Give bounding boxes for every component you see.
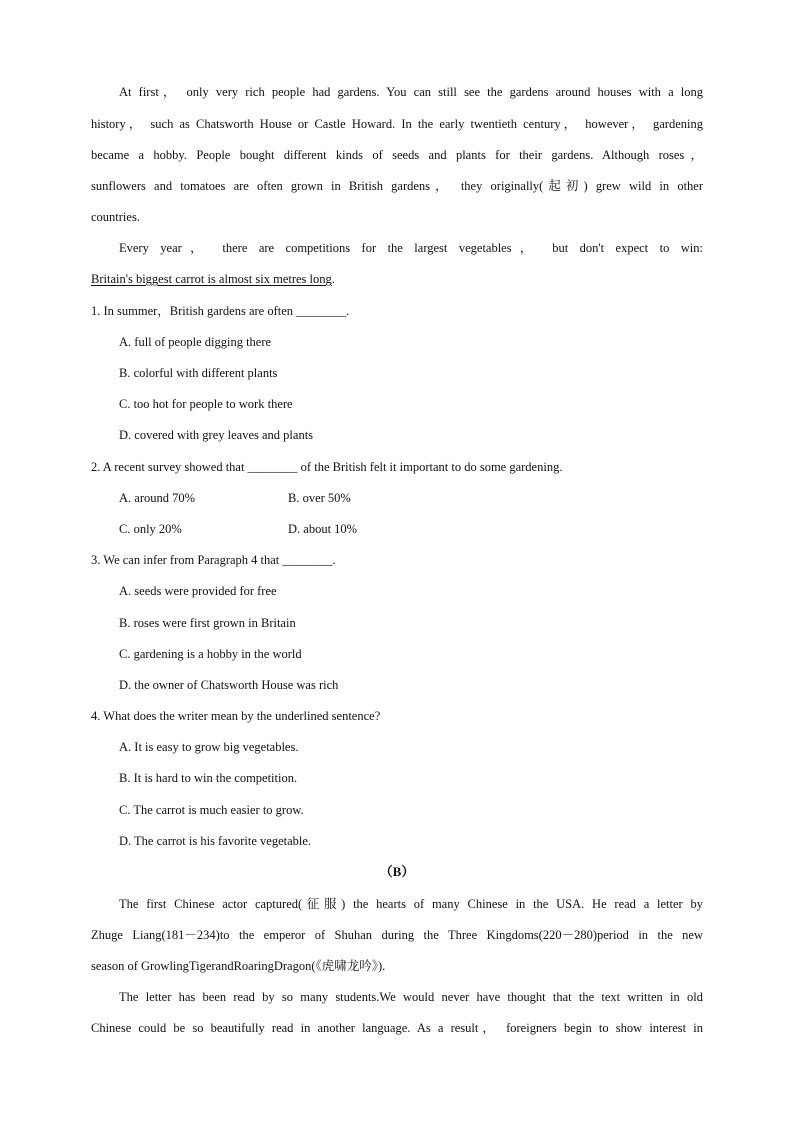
question-1-stem: 1. In summer，British gardens are often ________.	[91, 304, 350, 318]
question-3-option-c: C. gardening is a hobby in the world	[119, 647, 302, 661]
sentence-period: .	[331, 272, 335, 286]
question-4-option-d: D. The carrot is his favorite vegetable.	[119, 834, 312, 848]
question-2-option-b: B. over 50%	[288, 491, 351, 505]
question-4-option-b: B. It is hard to win the competition.	[119, 771, 298, 785]
passage-b-para1-line1: The first Chinese actor captured(征服) the hearts of many Chinese in the USA. He read a letter by	[119, 897, 703, 911]
question-2-option-c: C. only 20%	[119, 522, 182, 536]
question-4-stem: 4. What does the writer mean by the underlined sentence?	[91, 709, 381, 723]
passage-a-para1-line5: countries.	[91, 210, 140, 224]
passage-a-para1-line1: At first， only very rich people had gardens. You can still see the gardens around houses with a long	[119, 85, 703, 99]
section-b-heading: （B）	[379, 864, 415, 879]
passage-b-para2-line2: Chinese could be so beautifully read in another language. As a result， foreigners begin to show interest in	[91, 1021, 703, 1035]
underlined-sentence: Britain's biggest carrot is almost six metres long	[91, 272, 332, 286]
question-1-option-c: C. too hot for people to work there	[119, 397, 293, 411]
passage-b-para1-line2: Zhuge Liang(181－234)to the emperor of Shuhan during the Three Kingdoms(220－280)period in the new	[91, 928, 703, 942]
question-4-option-a: A. It is easy to grow big vegetables.	[119, 740, 299, 754]
question-2-option-d: D. about 10%	[288, 522, 358, 536]
passage-a-para1-line3: became a hobby. People bought different kinds of seeds and plants for their gardens. Although roses，	[91, 148, 703, 162]
question-1-option-a: A. full of people digging there	[119, 335, 272, 349]
passage-a-para1-line4: sunflowers and tomatoes are often grown in British gardens， they originally(起初) grew wild in other	[91, 179, 703, 193]
question-3-stem: 3. We can infer from Paragraph 4 that ________.	[91, 553, 336, 567]
question-1-option-d: D. covered with grey leaves and plants	[119, 428, 314, 442]
passage-b-para1-line3: season of GrowlingTigerandRoaringDragon(《虎啸龙吟》).	[91, 959, 386, 973]
question-3-option-d: D. the owner of Chatsworth House was rich	[119, 678, 339, 692]
question-2-option-a: A. around 70%	[119, 491, 196, 505]
passage-a-para1-line2: history， such as Chatsworth House or Castle Howard. In the early twentieth century， however， gardening	[91, 117, 703, 131]
passage-b-para2-line1: The letter has been read by so many students.We would never have thought that the text written in old	[119, 990, 703, 1004]
question-1-option-b: B. colorful with different plants	[119, 366, 278, 380]
passage-a-para2-line2	[91, 271, 703, 287]
question-3-option-a: A. seeds were provided for free	[119, 584, 277, 598]
question-4-option-c: C. The carrot is much easier to grow.	[119, 803, 304, 817]
passage-a-para2-line1: Every year， there are competitions for the largest vegetables， but don't expect to win:	[119, 241, 703, 255]
question-3-option-b: B. roses were first grown in Britain	[119, 616, 296, 630]
question-2-stem: 2. A recent survey showed that ________ of the British felt it important to do some gardening.	[91, 460, 563, 474]
